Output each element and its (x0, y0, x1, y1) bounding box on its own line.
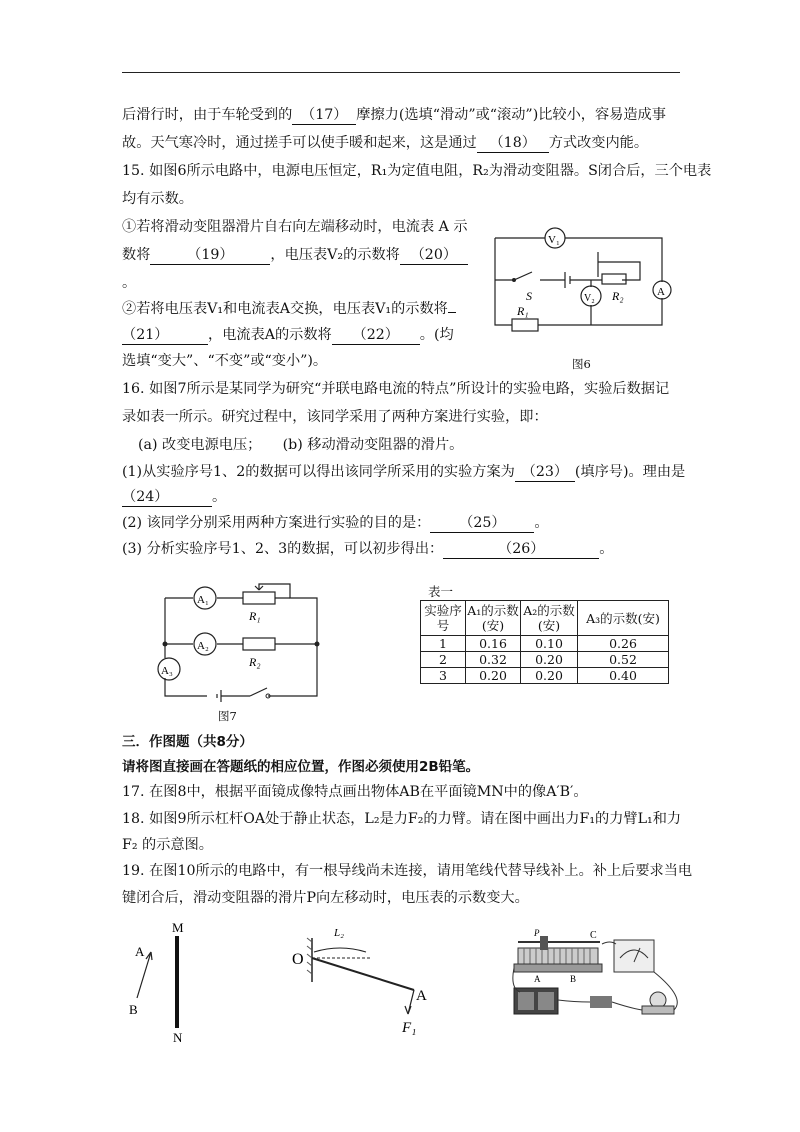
fig8-b: B (129, 1002, 138, 1017)
fig6-r2: R₂ (612, 289, 624, 303)
q15-line5: 。 (122, 275, 137, 291)
fig7-caption: 图7 (218, 709, 237, 723)
table-cell: 0.26 (578, 636, 669, 652)
table1-caption: 表一 (428, 584, 454, 599)
blank-21: （21） (122, 326, 208, 345)
fig9-l2: L₂ (334, 927, 344, 939)
blank-23: （23） (515, 463, 575, 482)
table-cell: 0.20 (521, 652, 578, 668)
table-cell: 3 (421, 668, 466, 684)
q19-line2: 键闭合后，滑动变阻器的滑片P向左移动时，电压表的示数变大。 (122, 890, 529, 906)
table-header-row (421, 601, 669, 636)
figure-10-apparatus (510, 928, 690, 1023)
fig6-r1: R₁ (517, 304, 529, 318)
blank-26: （26） (443, 540, 599, 559)
table-header: A₁的示数(安) (466, 601, 521, 636)
q16-line5: （24） 。 (122, 489, 227, 505)
table-header: A₃的示数(安) (578, 601, 669, 636)
q16-line6: (2) 该同学分别采用两种方案进行实验的目的是： （25） 。 (122, 515, 549, 531)
figure-9-lever (290, 918, 440, 1048)
table-row (421, 668, 669, 684)
fig10-p: P (534, 928, 540, 938)
q15-line2: 均有示数。 (122, 191, 193, 207)
table-row (421, 652, 669, 668)
header-rule (122, 72, 680, 73)
q16-line3: (a) 改变电源电压； (b) 移动滑动变阻器的滑片。 (138, 437, 464, 453)
table-cell: 0.10 (521, 636, 578, 652)
fig10-b: B (570, 974, 577, 984)
q18-line1: 18. 如图9所示杠杆OA处于静止状态，L₂是力F₂的力臂。请在图中画出力F₁的力臂L₁和力 (122, 811, 682, 827)
fig7-r2: R₂ (249, 655, 261, 669)
fig10-c: C (590, 930, 597, 941)
table-cell: 0.20 (521, 668, 578, 684)
fig9-a: A (416, 988, 427, 1004)
q16-line7: (3) 分析实验序号1、2、3的数据，可以初步得出： （26） 。 (122, 541, 614, 557)
blank-20: （20） (400, 246, 468, 265)
figure-7-circuit (155, 576, 335, 706)
table-cell: 0.32 (466, 652, 521, 668)
fig6-v1: V₁ (548, 234, 560, 246)
q16-line1: 16. 如图7所示是某同学为研究“并联电路电流的特点”所设计的实验电路，实验后数据记 (122, 381, 670, 397)
blank-22: （22） (332, 326, 420, 345)
fig6-v2: V₂ (584, 293, 595, 304)
q17-line: 17. 在图8中，根据平面镜成像特点画出物体AB在平面镜MN中的像A′B′。 (122, 784, 588, 800)
table-1 (420, 600, 669, 684)
q15-line8: 选填“变大”、“不变”或“变小”)。 (122, 353, 328, 369)
blank-24: （24） (122, 488, 212, 507)
table-row (421, 636, 669, 652)
q14-line2: 故。天气寒冷时，通过搓手可以使手暖和起来，这是通过 （18） 方式改变内能。 (122, 135, 649, 151)
table-header: 实验序号 (421, 601, 466, 636)
table-cell: 0.20 (466, 668, 521, 684)
figure-8-mirror (125, 918, 205, 1048)
table-cell: 2 (421, 652, 466, 668)
blank-18: （18） (477, 134, 549, 153)
table-cell: 1 (421, 636, 466, 652)
fig7-a2: A₂ (197, 640, 209, 652)
fig8-m: M (172, 920, 184, 935)
fig10-a: A (534, 974, 541, 984)
q15-line7: （21） ，电流表A的示数将 （22） 。(均 (122, 327, 454, 343)
section-3-note: 请将图直接画在答题纸的相应位置，作图必须使用2B铅笔。 (122, 759, 480, 775)
fig8-n: N (173, 1030, 183, 1045)
q16-line4: (1)从实验序号1、2的数据可以得出该同学所采用的实验方案为 （23） (填序号)。理由是 (122, 464, 686, 480)
fig7-r1: R₁ (249, 609, 261, 623)
fig6-a: A (657, 286, 665, 298)
fig6-s: S (526, 289, 532, 303)
fig6-caption: 图6 (572, 357, 591, 371)
table-cell: 0.40 (578, 668, 669, 684)
figure-6-circuit (490, 222, 690, 352)
fig9-f1: F₁ (402, 1020, 417, 1036)
table-header: A₂的示数(安) (521, 601, 578, 636)
blank-17: （17） (292, 106, 356, 125)
fig8-a: A (135, 944, 145, 959)
q15-line4: 数将 （19） ，电压表V₂的示数将 （20） (122, 246, 468, 265)
q14-line1: 后滑行时，由于车轮受到的 （17） 摩擦力(选填“滑动”或“滚动”)比较小，容易造成事 (122, 107, 666, 123)
table-cell: 0.52 (578, 652, 669, 668)
q18-line2: F₂ 的示意图。 (122, 837, 213, 853)
blank-25: （25） (430, 514, 534, 533)
q16-line2: 录如表一所示。研究过程中，该同学采用了两种方案进行实验，即： (122, 409, 548, 425)
q15-line6: ②若将电压表V₁和电流表A交换，电压表V₁的示数将 (122, 300, 456, 318)
fig7-a3: A₃ (161, 665, 173, 677)
fig9-o: O (292, 951, 304, 968)
section-3-title: 三．作图题（共8分） (122, 734, 253, 750)
fig7-a1: A₁ (197, 594, 209, 606)
q15-line3: ①若将滑动变阻器滑片自右向左端移动时，电流表 A 示 (122, 219, 468, 235)
q19-line1: 19. 在图10所示的电路中，有一根导线尚未连接，请用笔线代替导线补上。补上后要求当电 (122, 863, 693, 879)
q15-line1: 15. 如图6所示电路中，电源电压恒定，R₁为定值电阻，R₂为滑动变阻器。S闭合后，三个电表 (122, 163, 712, 179)
table-cell: 0.16 (466, 636, 521, 652)
blank-19: （19） (150, 246, 270, 265)
